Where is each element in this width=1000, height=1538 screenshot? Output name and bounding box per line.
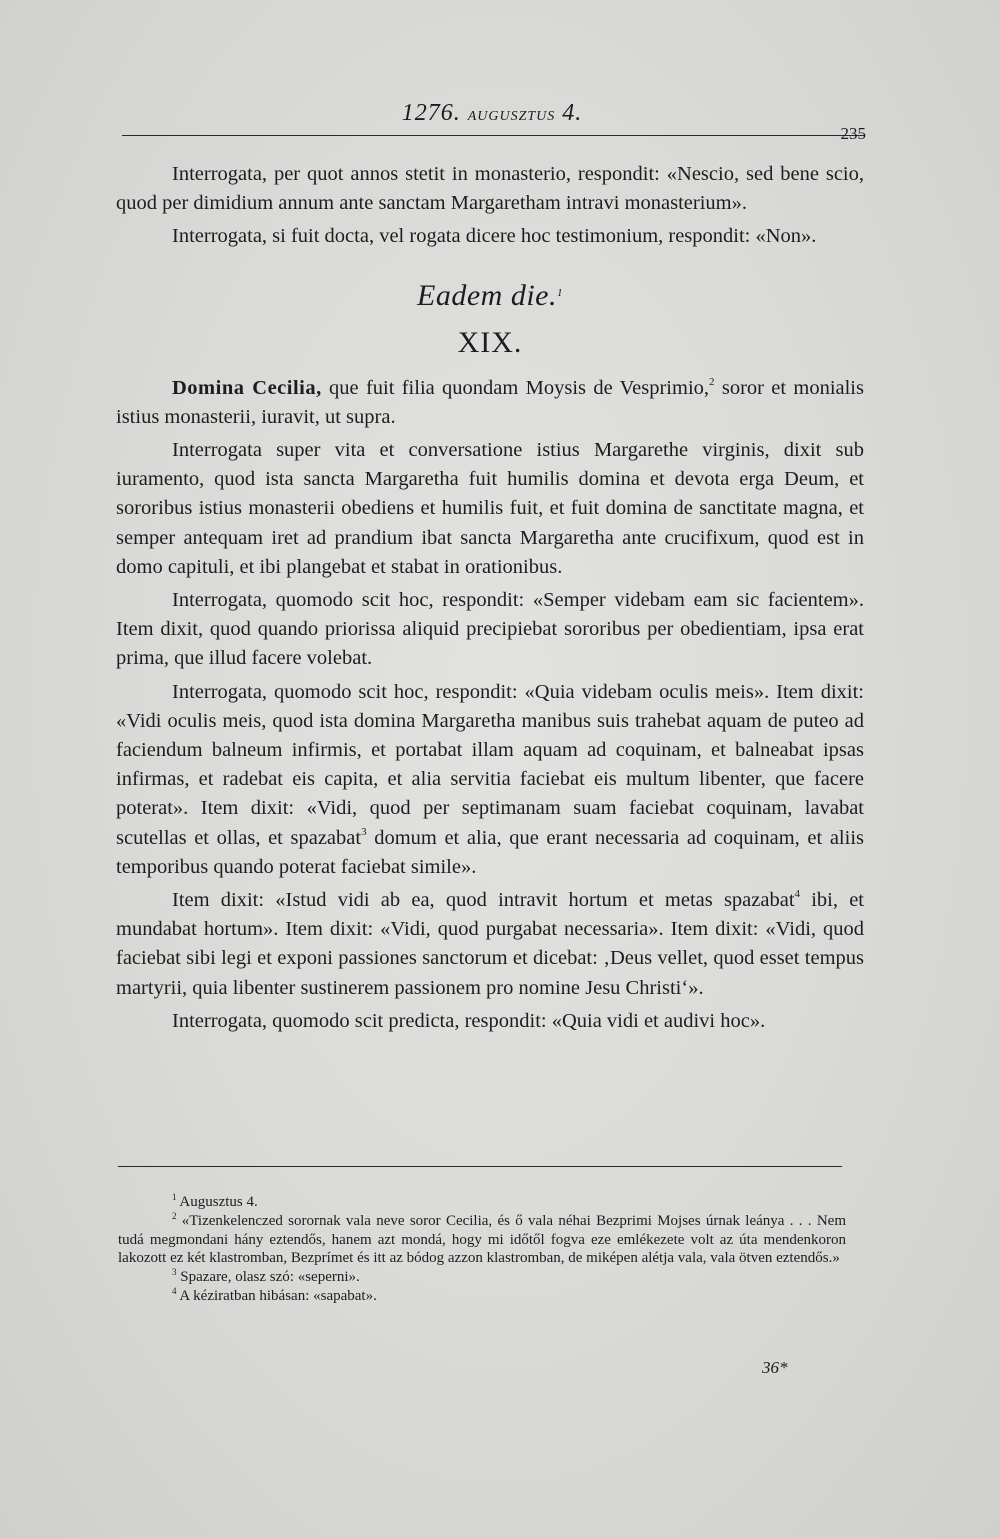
running-head — [122, 100, 866, 143]
section-heading-text: Eadem die. — [417, 278, 557, 312]
running-title — [392, 100, 592, 127]
paragraph-servitia — [116, 678, 864, 882]
paragraph-part: domum et alia, que erant necessaria ad coquinam, et aliis temporibus quando poterat faciebat simile». — [116, 826, 864, 878]
paragraph: Interrogata, quomodo scit hoc, respondit: «Semper videbam eam sic facientem». Item dixit, quod quando priorissa aliquid precipiebat sororibus per obedientiam, ipsa erat prima, que illud facere volebat. — [116, 589, 864, 670]
footnote-text: Augusztus 4. — [176, 1194, 258, 1210]
footnote-text: A kéziratban hibásan: «sapabat». — [176, 1287, 377, 1304]
paragraph-part: Item dixit: «Istud vidi ab ea, quod intravit hortum et metas spazabat — [172, 889, 795, 912]
footnote — [118, 1287, 846, 1306]
footnote-ref: 2 — [709, 375, 715, 388]
header-day: 4. — [562, 100, 583, 126]
footnote — [118, 1212, 846, 1268]
section-heading — [116, 274, 864, 318]
footnote-mark: 4 — [172, 1285, 177, 1296]
paragraph: Interrogata, quomodo scit predicta, respondit: «Quia vidi et audivi hoc». — [172, 1009, 766, 1032]
paragraph-part: ibi, et mundabat hortum». Item dixit: «Vidi, quod purgabat necessaria». Item dixit: «Vidi, quod faciebat sibi legi et exponi passiones sanctorum et dicebat: ‚Deus vellet, quod esset tempus martyrii, quia libenter sustinerem passionem pro nomine Jesu Christi‘». — [116, 889, 864, 999]
signature-mark: 36* — [762, 1358, 788, 1377]
footnote-ref: 3 — [361, 825, 367, 838]
footnote-text: «Tizenkelenczed sorornak vala neve soror Cecilia, és ő vala néhai Bezprimi Mojses úrnak leánya . . . Nem tudá megmondani hány eztendős, hanem azt mondá, hogy mi időtől fogva eze emlékezete volt az úta mendenkoron lakozott ez két klastromban, Bezprímet és itt az bódog azzon klastromban, de miképen alétja vala, vala ötven eztendős.» — [118, 1212, 846, 1267]
paragraph: Interrogata, per quot annos stetit in monasterio, respondit: «Nescio, sed bene scio, quod per dimidium annum ante sanctam Margaretham intravi monasterium». — [116, 163, 864, 215]
footnote — [118, 1193, 846, 1212]
footnote — [118, 1268, 846, 1287]
header-year: 1276. — [401, 100, 461, 126]
paragraph: Interrogata, si fuit docta, vel rogata dicere hoc testimonium, respondit: «Non». — [172, 225, 817, 248]
witness-intro-b: soror et monialis istius monasterii, iuravit, ut supra. — [116, 376, 864, 428]
paragraph: Interrogata super vita et conversatione istius Margarethe virginis, dixit sub iuramento, quod ista sancta Margaretha fuit humilis domina et devota erga Deum, et sororibus istius monasterii obediens et humilis fuit, et fuit domina de sanctitate magna, et semper antequam iret ad prandium ibat sancta Margaretha ante crucifixum, quod est in domo capituli, et ibi plangebat et stabat in orationibus. — [116, 439, 864, 578]
witness-name: Domina Cecilia, — [172, 376, 322, 399]
footnotes — [118, 1193, 846, 1306]
footnote-text: Spazare, olasz szó: «seperni». — [176, 1269, 360, 1286]
footnote-mark: 3 — [172, 1267, 177, 1278]
footnote-ref: 4 — [794, 888, 801, 901]
witness-intro-a: que fuit filia quondam Moysis de Vesprimio, — [321, 376, 710, 399]
footnote-ref: 1 — [556, 286, 563, 299]
page-number: 235 — [840, 124, 866, 143]
witness-paragraph — [116, 374, 864, 432]
footnote-mark: 2 — [172, 1210, 177, 1221]
header-rule — [122, 135, 864, 136]
section-numeral: XIX. — [457, 325, 523, 359]
body-text — [116, 160, 864, 1040]
paragraph-part: Interrogata, quomodo scit hoc, respondit: «Quia videbam oculis meis». Item dixit: «Vidi oculis meis, quod ista domina Margaretha manibus suis trahebat aquam de puteo ad faciendum balneum infirmis, et portabat illam aquam ad coquinam, et balneabat ipsas infirmas, et radebat eis capita, et alia servitia faciebat eis multum libenter, que facere poterat». Item dixit: «Vidi, quod per septimanam suam faciebat coquinam, lavabat scutellas et ollas, et spazabat — [116, 680, 864, 849]
footnote-mark: 1 — [172, 1192, 177, 1202]
header-month: AUGUSZTUS — [467, 109, 556, 124]
paragraph-hortum — [116, 886, 864, 1003]
footnote-rule — [118, 1166, 842, 1167]
